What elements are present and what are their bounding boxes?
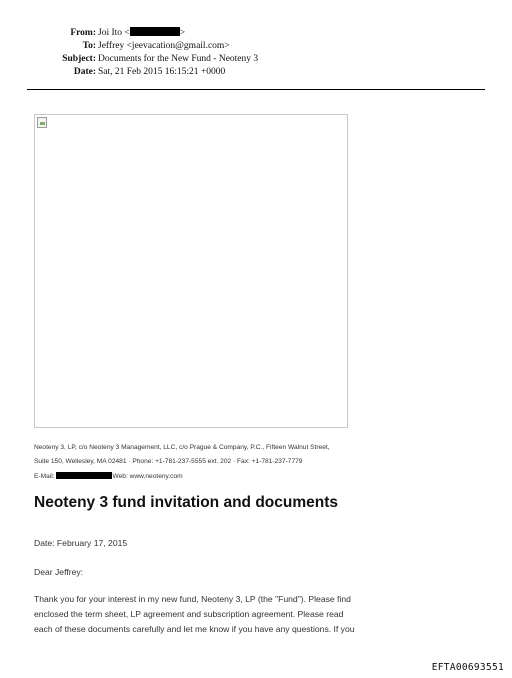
to-label: To: [82, 41, 96, 51]
redaction-block [56, 472, 112, 479]
embedded-image-placeholder [34, 114, 348, 428]
paragraph-line: Thank you for your interest in my new fund, Neoteny 3, LP (the "Fund"). Please find [34, 594, 351, 604]
document-date: Date: February 17, 2015 [34, 538, 128, 548]
paragraph-line: each of these documents carefully and let me know if you have any questions. If you [34, 624, 355, 634]
address-line-1: Neoteny 3, LP, c/o Neoteny 3 Management, LLC, c/o Prague & Company, P.C., Fifteen Walnut Street, [34, 444, 330, 451]
greeting: Dear Jeffrey: [34, 567, 84, 577]
address-line-2: Suite 150, Wellesley, MA 02481 · Phone: +1-781-237-5555 ext. 202 · Fax: +1-781-237-7779 [34, 458, 303, 465]
email-label: E-Mail: [34, 473, 55, 480]
web-address: Web: www.neoteny.com [112, 473, 183, 480]
header-divider [27, 89, 485, 90]
paragraph-line: enclosed the term sheet, LP agreement and subscription agreement. Please read [34, 609, 344, 619]
redaction-block [130, 27, 180, 36]
document-id: EFTA00693551 [431, 662, 504, 673]
broken-image-icon [37, 117, 47, 128]
to-value: Jeffrey <jeevacation@gmail.com> [98, 41, 230, 51]
date-label: Date: [73, 67, 96, 77]
from-name: Joi Ito < [98, 28, 130, 38]
to-row [0, 40, 512, 53]
email-header [0, 27, 512, 79]
date-value: Sat, 21 Feb 2015 16:15:21 +0000 [98, 67, 226, 77]
subject-label: Subject: [62, 54, 96, 64]
address-line-3 [34, 472, 494, 480]
subject-row [0, 53, 512, 66]
from-value [98, 27, 512, 40]
subject-value: Documents for the New Fund - Neoteny 3 [98, 54, 259, 64]
from-label: From: [70, 28, 96, 38]
from-row [0, 27, 512, 40]
document-title: Neoteny 3 fund invitation and documents [34, 494, 338, 511]
date-row [0, 66, 512, 79]
from-suffix: > [179, 28, 186, 38]
